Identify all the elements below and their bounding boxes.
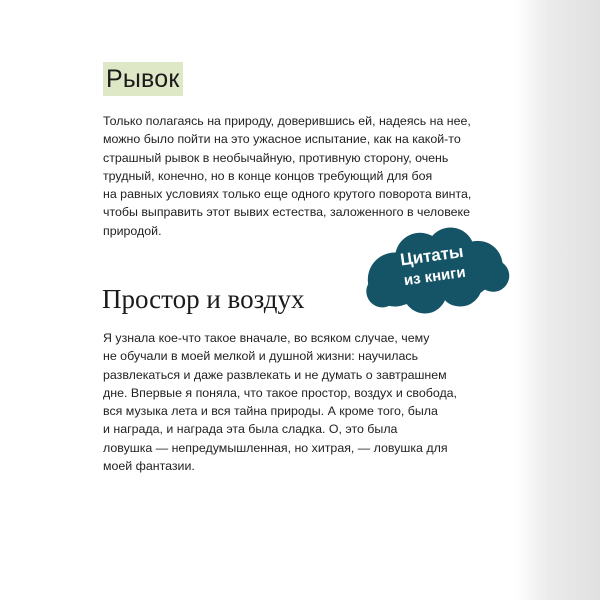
badge-line-1: Цитаты — [399, 241, 465, 270]
section-title-ryvok: Рывок — [103, 62, 183, 96]
paragraph-line: моей фантазии. — [103, 459, 195, 474]
paragraph-line: дне. Впервые я поняла, что такое простор, воздух и свобода, — [103, 385, 458, 400]
section-title-prostor: Простор и воздух — [102, 284, 305, 314]
badge-line-2: из книги — [402, 263, 467, 290]
paragraph-line: вся музыка лета и вся тайна природы. А кроме того, была — [103, 404, 438, 419]
paragraph-line: развлекаться и даже развлекать и не думать о завтрашнем — [103, 367, 447, 382]
paragraph-ryvok — [103, 112, 513, 240]
paragraph-line: не обучали в моей мелкой и душной жизни: научилась — [103, 349, 419, 364]
paragraph-line: и награда, и награда эта была сладка. О, это была — [103, 422, 398, 437]
paragraph-line: чтобы выправить этот вывих естества, заложенного в человеке — [103, 205, 470, 220]
paragraph-line: трудный, конечно, но в конце концов требующий для боя — [103, 168, 433, 183]
paragraph-line: ловушка — непредумышленная, но хитрая, — ловушка для — [103, 440, 448, 455]
page-fold-shadow — [510, 0, 600, 600]
paragraph-line: можно было пойти на это ужасное испытание, как на какой-то — [103, 132, 461, 147]
paragraph-line: Я узнала кое-что такое вначале, во всяком случае, чему — [103, 331, 430, 345]
paragraph-line: Только полагаясь на природу, доверившись ей, надеясь на нее, — [103, 114, 471, 128]
paragraph-prostor — [103, 329, 513, 475]
paragraph-line: на равных условиях только еще одного крутого поворота винта, — [103, 187, 472, 202]
paragraph-line: природой. — [103, 223, 162, 238]
paragraph-line: страшный рывок в необычайную, противную сторону, очень — [103, 150, 449, 165]
